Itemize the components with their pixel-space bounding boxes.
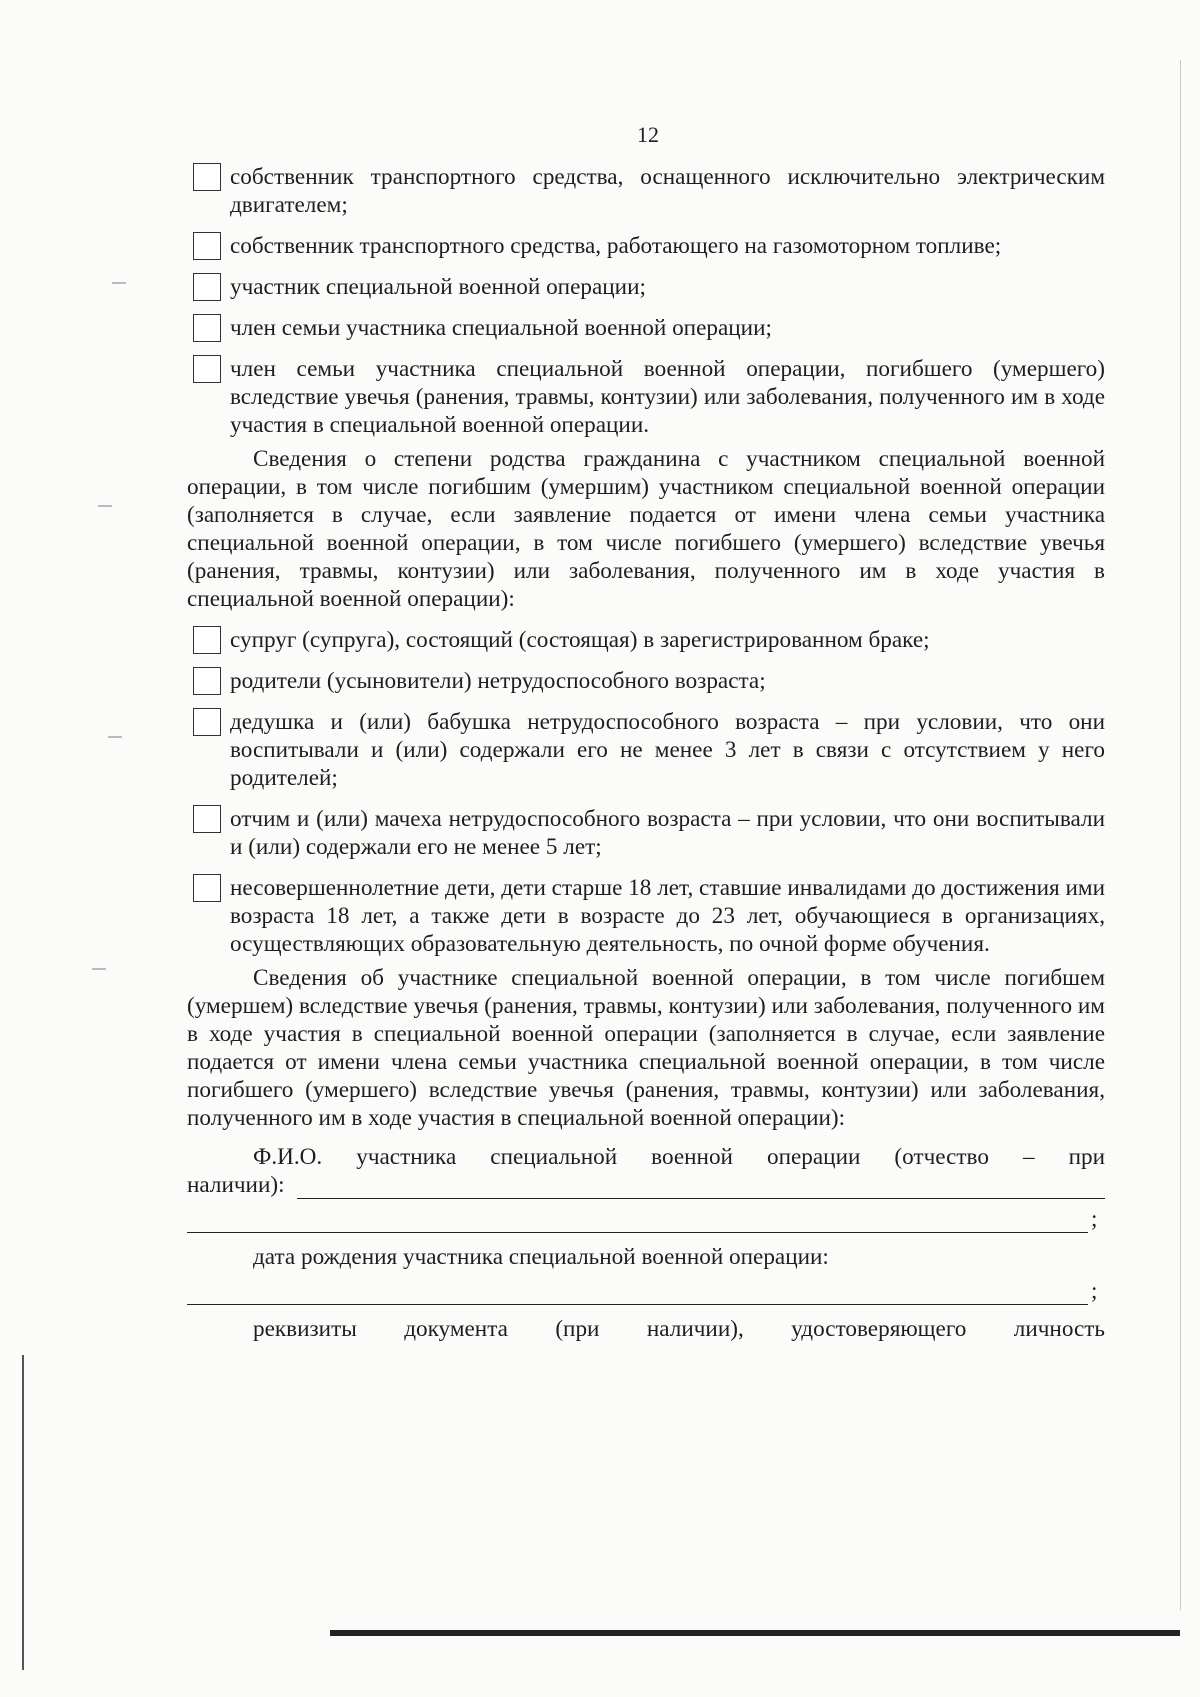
svo-deceased-family-checkbox[interactable] — [193, 355, 221, 383]
spouse-checkbox[interactable] — [193, 626, 221, 654]
owner-electric-checkbox[interactable] — [193, 163, 221, 191]
owner-option-label: собственник транспортного средства, оснащенного исключительно электрическим двигателем; — [230, 164, 1105, 218]
birth-date-row — [187, 1271, 1105, 1305]
parents-checkbox[interactable] — [193, 667, 221, 695]
birth-date-label: дата рождения участника специальной военной операции: — [253, 1244, 829, 1270]
line-end: ; — [1091, 1206, 1098, 1232]
relationship-option-label: супруг (супруга), состоящий (состоящая) в зарегистрированном браке; — [230, 627, 930, 653]
stepparent-checkbox[interactable] — [193, 805, 221, 833]
svo-family-member-checkbox[interactable] — [193, 314, 221, 342]
fio-input-row — [187, 1171, 1105, 1199]
relationship-option-label: отчим и (или) мачеха нетрудоспособного возраста – при условии, что они воспитывали и (или) содержали его не менее 5 лет; — [230, 806, 1105, 860]
owner-option-label: участник специальной военной операции; — [230, 274, 646, 300]
relationship-option — [193, 667, 1105, 695]
relationship-option-label: дедушка и (или) бабушка нетрудоспособного возраста – при условии, что они воспитывали и (или) содержали его не менее 3 лет в связи с отсутствием у него родителей; — [230, 709, 1105, 791]
form-content — [187, 163, 1106, 1343]
owner-option — [193, 163, 1105, 219]
relationship-option — [193, 805, 1105, 861]
owner-gas-checkbox[interactable] — [193, 232, 221, 260]
relationship-option-label: несовершеннолетние дети, дети старше 18 лет, ставшие инвалидами до достижения ими возраста 18 лет, а также дети в возрасте до 23 лет, обучающиеся в организациях, осуществляющих образовательную деятельность, по очной форме обучения. — [230, 875, 1106, 957]
scan-edge-right — [1180, 60, 1181, 1610]
line-end: ; — [1091, 1278, 1098, 1304]
scan-speck — [98, 505, 112, 507]
owner-option-label: собственник транспортного средства, работающего на газомоторном топливе; — [230, 233, 1002, 259]
scan-speck — [92, 968, 106, 970]
relationship-option — [193, 708, 1105, 792]
scan-speck — [108, 736, 122, 738]
relationship-option — [193, 626, 1105, 654]
owner-option-label: член семьи участника специальной военной операции, погибшего (умершего) вследствие увечья (ранения, травмы, контузии) или заболевания, полученного им в ходе участия в специальной военной операции. — [230, 356, 1105, 438]
owner-option — [193, 314, 1105, 342]
fio-label-cont: наличии): — [187, 1172, 285, 1198]
grandparents-checkbox[interactable] — [193, 708, 221, 736]
birth-date-input[interactable] — [187, 1280, 1088, 1305]
participant-intro: Сведения об участнике специальной военной операции, в том числе погибшем (умершем) вследствие увечья (ранения, травмы, контузии) или заболевания, полученного им в ходе участия в специальной военной операции (заполняется в случае, если заявление подается от имени члена семьи участника специальной военной операции, в том числе погибшего (умершего) вследствие увечья (ранения, травмы, контузии) или заболевания, полученного им в ходе участия в специальной военной операции): — [187, 965, 1105, 1131]
children-checkbox[interactable] — [193, 874, 221, 902]
document-label: реквизиты документа (при наличии), удостоверяющего личность — [253, 1316, 1105, 1342]
owner-option-label: член семьи участника специальной военной операции; — [230, 315, 772, 341]
page-number: 12 — [637, 122, 659, 147]
relationship-option-label: родители (усыновители) нетрудоспособного возраста; — [230, 668, 766, 694]
owner-option — [193, 355, 1105, 439]
svo-participant-checkbox[interactable] — [193, 273, 221, 301]
scan-bottom-bar — [330, 1630, 1180, 1636]
scan-speck — [112, 282, 126, 284]
scan-edge-left — [22, 1355, 24, 1670]
relationship-option — [193, 874, 1105, 958]
fio-input[interactable] — [297, 1174, 1105, 1199]
owner-option — [193, 273, 1105, 301]
fio-input-cont[interactable] — [187, 1208, 1088, 1233]
fio-label: Ф.И.О. участника специальной военной операции (отчество – при — [253, 1144, 1105, 1170]
owner-option — [193, 232, 1105, 260]
fio-input-row-2 — [187, 1199, 1105, 1233]
relationship-intro: Сведения о степени родства гражданина с участником специальной военной операции, в том числе погибшим (умершим) участником специальной военной операции (заполняется в случае, если заявление подается от имени члена семьи участника специальной военной операции, в том числе погибшего (умершего) вследствие увечья (ранения, травмы, контузии) или заболевания, полученного им в ходе участия в специальной военной операции): — [187, 446, 1105, 612]
fio-field — [187, 1143, 1105, 1343]
